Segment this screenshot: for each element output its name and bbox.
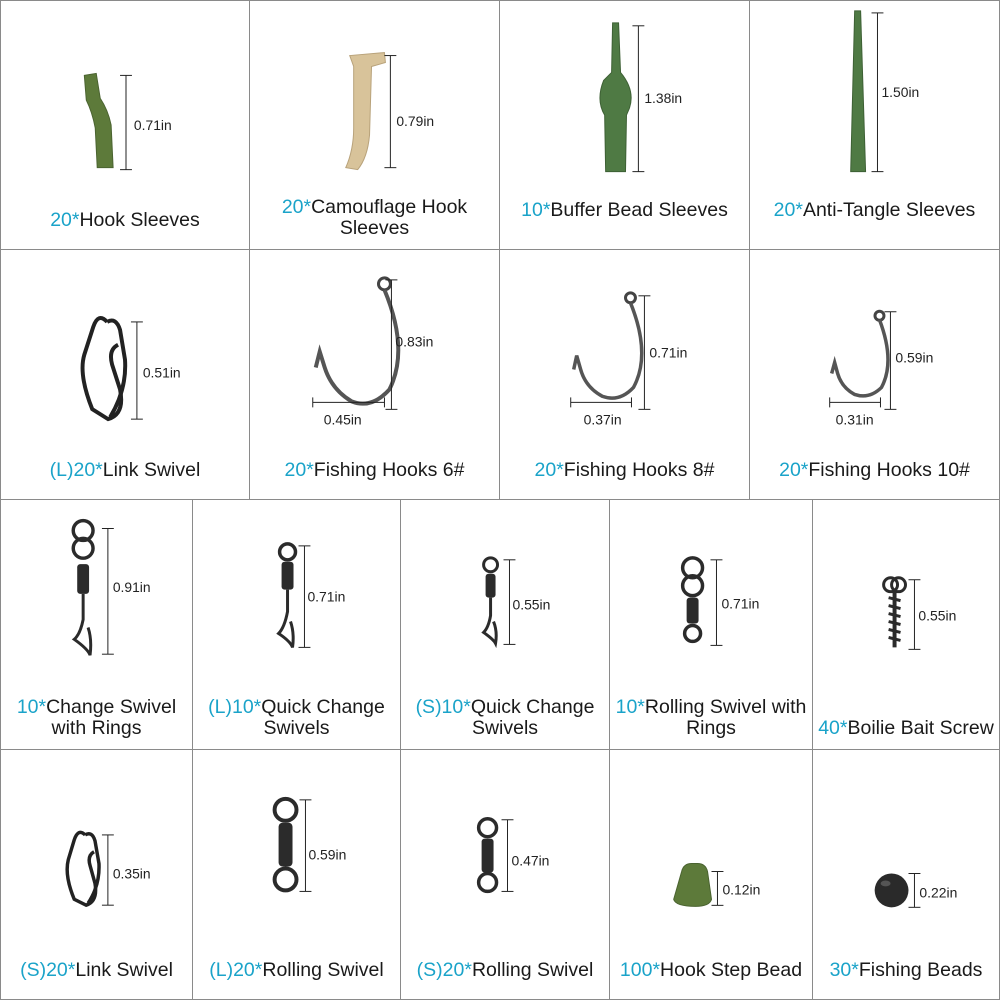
- size-label: 0.71in: [649, 344, 688, 361]
- size-label: 0.91in: [112, 578, 151, 595]
- size-label: 0.71in: [721, 595, 760, 612]
- size-label: 0.79in: [396, 112, 435, 129]
- item-caption: [614, 697, 808, 739]
- item-cell-link-swivel-large: [0, 250, 250, 500]
- item-name: Camouflage Hook Sleeves: [311, 196, 468, 239]
- item-cell-rolling-swivel-large: [193, 750, 401, 1000]
- item-caption: [614, 960, 808, 981]
- grid-row: [0, 750, 1000, 1000]
- item-name: Buffer Bead Sleeves: [550, 199, 728, 221]
- item-caption: [754, 200, 995, 221]
- item-cell-change-swivel-rings: [0, 500, 193, 750]
- item-cell-quick-change-swivels-small: [401, 500, 610, 750]
- item-cell-fishing-beads: [813, 750, 1000, 1000]
- quantity-label: (S)10*: [415, 696, 471, 718]
- item-caption: [197, 697, 396, 739]
- size-label: 0.22in: [919, 884, 958, 901]
- item-caption: [5, 210, 245, 231]
- size-label: 0.83in: [395, 333, 434, 350]
- item-name: Link Swivel: [75, 959, 173, 981]
- item-caption: [405, 960, 605, 981]
- width-label: 0.31in: [835, 411, 874, 428]
- quantity-label: 10*: [615, 696, 645, 718]
- size-label: 0.59in: [308, 846, 347, 863]
- quantity-label: 40*: [818, 717, 848, 739]
- item-name: Quick Change Swivels: [470, 696, 595, 739]
- grid-row: [0, 250, 1000, 500]
- item-cell-rolling-swivel-rings: [610, 500, 813, 750]
- size-label: 0.51in: [142, 364, 181, 381]
- size-label: 0.47in: [511, 852, 550, 869]
- quantity-label: 20*: [773, 199, 803, 221]
- quantity-label: 10*: [16, 696, 47, 718]
- item-name: Fishing Beads: [858, 959, 983, 981]
- size-label: 0.12in: [722, 881, 761, 898]
- item-caption: [5, 697, 188, 739]
- item-name: Fishing Hooks 6#: [313, 459, 465, 481]
- item-caption: [5, 460, 245, 481]
- quantity-label: (S)20*: [416, 959, 472, 981]
- item-name: Link Swivel: [102, 459, 201, 481]
- size-label: 0.55in: [918, 607, 957, 624]
- item-caption: [197, 960, 396, 981]
- grid-row: [0, 0, 1000, 250]
- item-cell-hook-sleeves: [0, 0, 250, 250]
- quantity-label: 30*: [829, 959, 859, 981]
- size-label: 1.38in: [644, 90, 683, 107]
- width-label: 0.45in: [323, 411, 362, 428]
- item-name: Hook Step Bead: [660, 959, 803, 981]
- item-cell-link-swivel-small: [0, 750, 193, 1000]
- grid-row: [0, 500, 1000, 750]
- quantity-label: (L)10*: [208, 696, 262, 718]
- size-label: 0.55in: [512, 596, 551, 613]
- item-cell-camouflage-hook-sleeves: [250, 0, 500, 250]
- item-caption: [5, 960, 188, 981]
- item-cell-boilie-bait-screw: [813, 500, 1000, 750]
- item-cell-fishing-hooks-6: [250, 250, 500, 500]
- item-caption: [405, 697, 605, 739]
- quantity-label: (L)20*: [209, 959, 263, 981]
- item-name: Fishing Hooks 8#: [563, 459, 715, 481]
- item-caption: [254, 460, 495, 481]
- item-cell-anti-tangle-sleeves: [750, 0, 1000, 250]
- item-name: Hook Sleeves: [79, 209, 200, 231]
- item-name: Fishing Hooks 10#: [808, 459, 970, 481]
- item-cell-fishing-hooks-10: [750, 250, 1000, 500]
- item-cell-fishing-hooks-8: [500, 250, 750, 500]
- item-name: Anti-Tangle Sleeves: [802, 199, 976, 221]
- quantity-label: 10*: [521, 199, 551, 221]
- item-cell-buffer-bead-sleeves: [500, 0, 750, 250]
- item-caption: [504, 460, 745, 481]
- size-label: 0.71in: [307, 588, 346, 605]
- item-caption: [754, 460, 995, 481]
- quantity-label: 20*: [281, 196, 312, 218]
- size-label: 0.35in: [112, 865, 151, 882]
- quantity-label: (S)20*: [20, 959, 76, 981]
- item-name: Boilie Bait Screw: [847, 717, 994, 739]
- item-caption: [504, 200, 745, 221]
- item-caption: [254, 197, 495, 239]
- size-label: 1.50in: [881, 84, 920, 101]
- quantity-label: (L)20*: [49, 459, 103, 481]
- item-name: Rolling Swivel: [471, 959, 594, 981]
- item-caption: [817, 960, 995, 981]
- size-label: 0.59in: [895, 349, 934, 366]
- quantity-label: 20*: [50, 209, 80, 231]
- quantity-label: 20*: [284, 459, 314, 481]
- quantity-label: 100*: [619, 959, 661, 981]
- quantity-label: 20*: [534, 459, 564, 481]
- item-caption: [817, 718, 995, 739]
- item-name: Change Swivel with Rings: [46, 696, 177, 739]
- item-cell-rolling-swivel-small: [401, 750, 610, 1000]
- quantity-label: 20*: [779, 459, 809, 481]
- item-name: Quick Change Swivels: [261, 696, 385, 739]
- item-cell-quick-change-swivels-large: [193, 500, 401, 750]
- item-name: Rolling Swivel with Rings: [644, 696, 807, 739]
- item-cell-hook-step-bead: [610, 750, 813, 1000]
- width-label: 0.37in: [583, 411, 622, 428]
- bait-screw-icon: [813, 500, 999, 749]
- size-label: 0.71in: [133, 116, 172, 133]
- item-name: Rolling Swivel: [262, 959, 384, 981]
